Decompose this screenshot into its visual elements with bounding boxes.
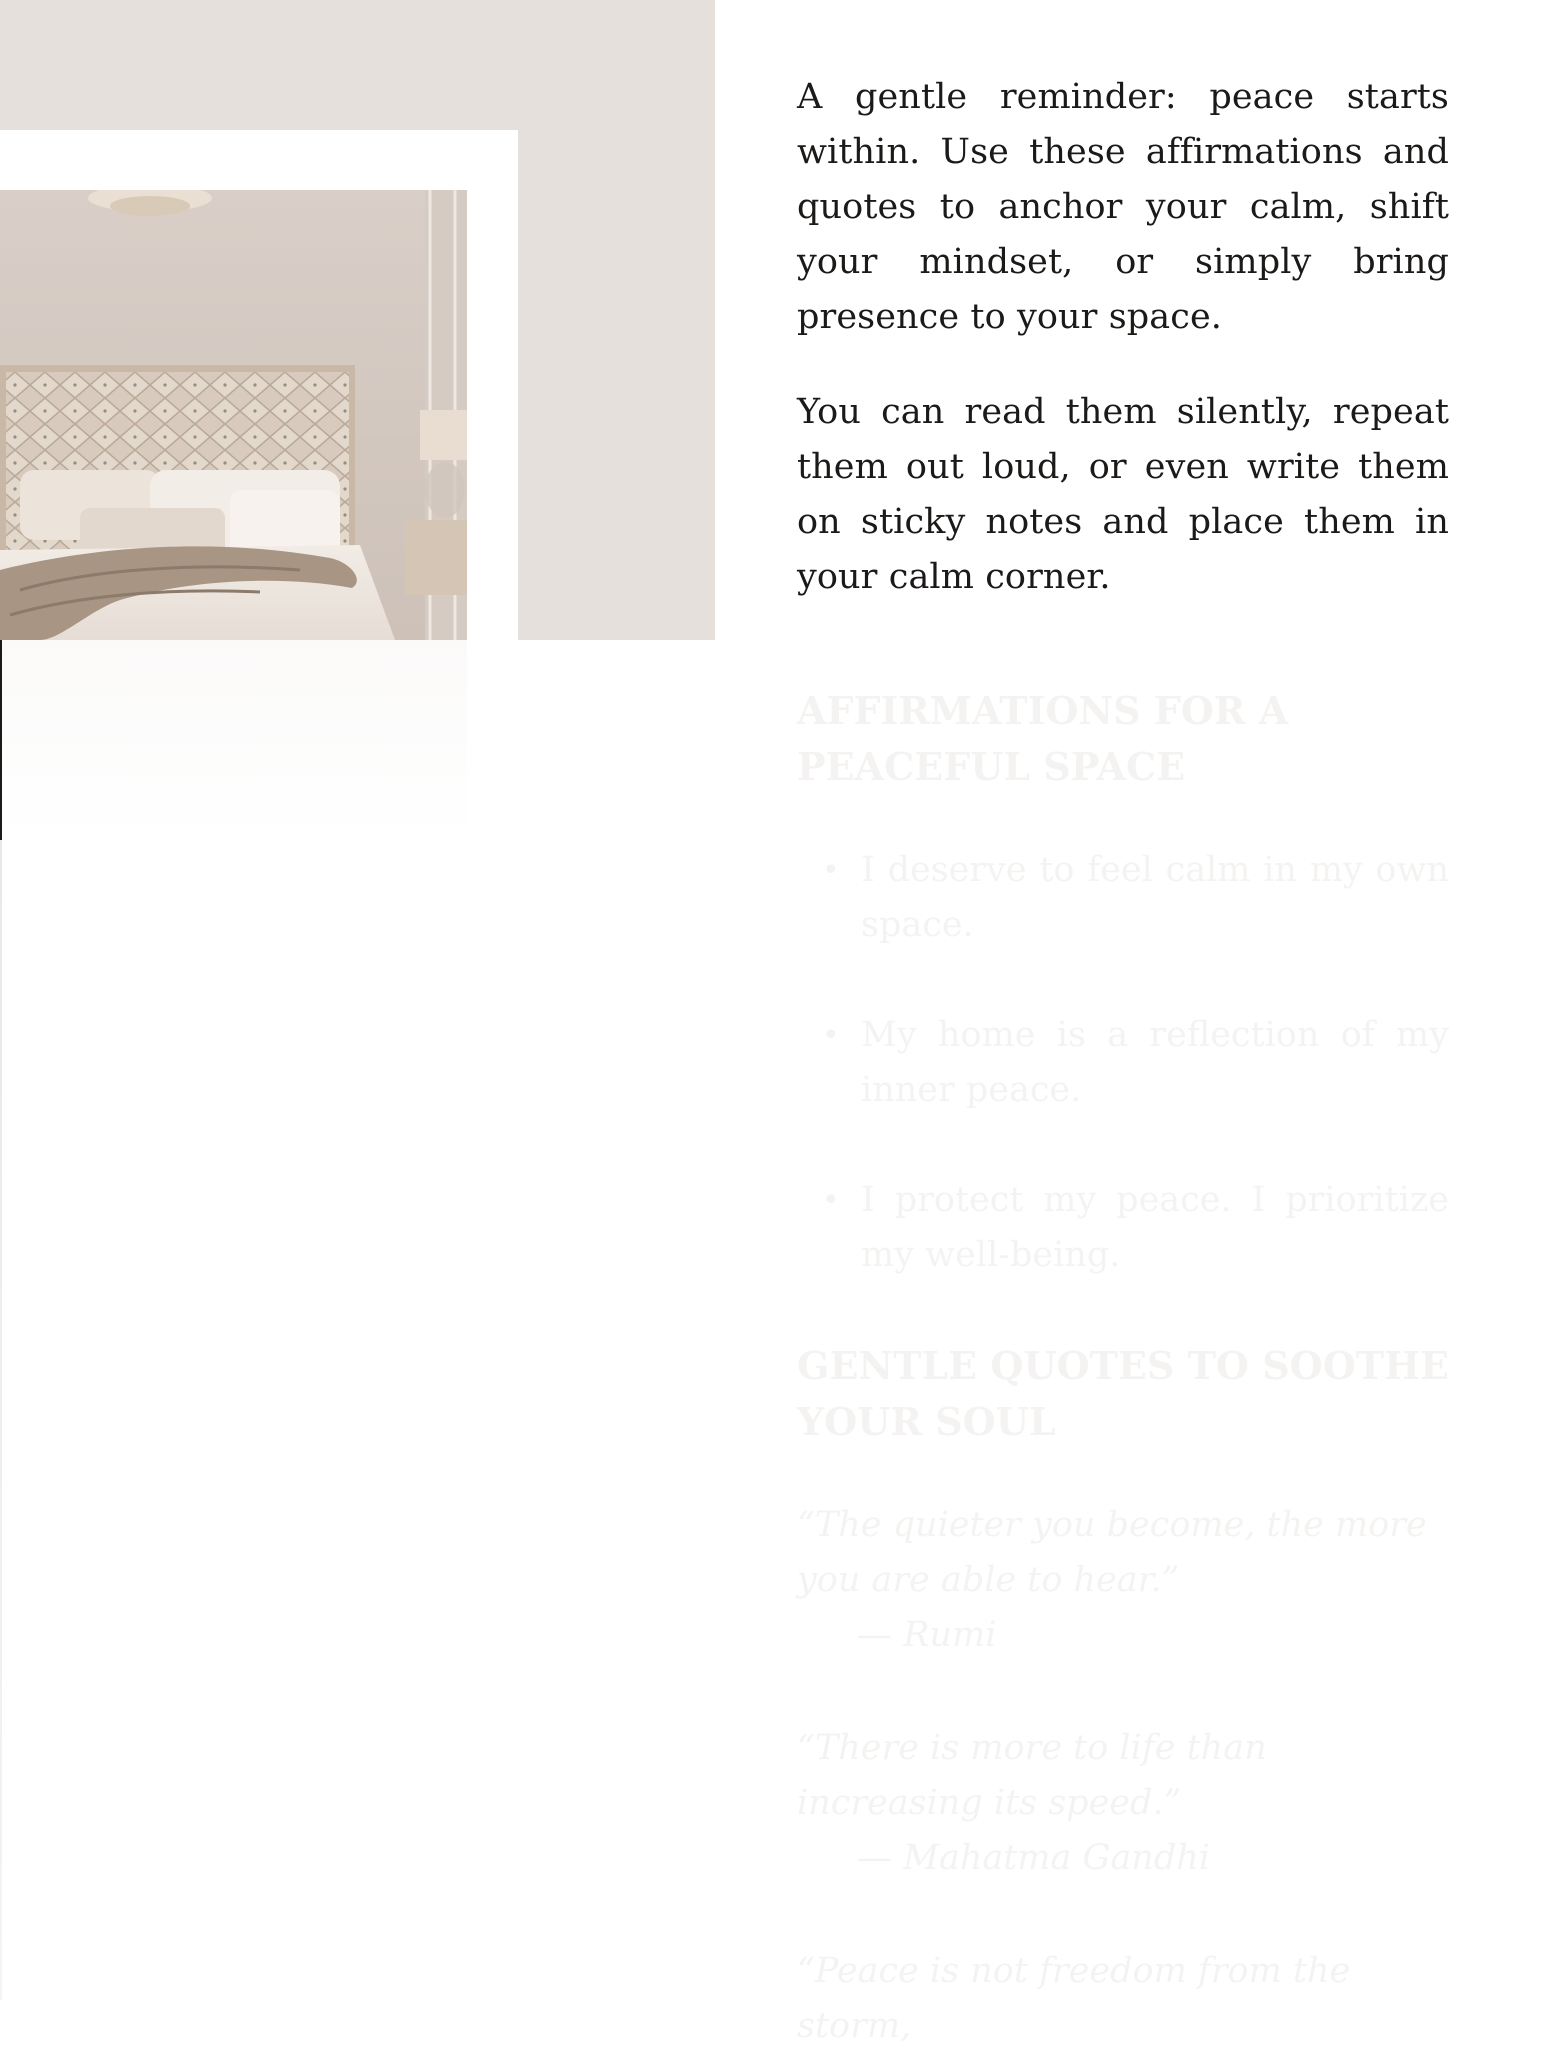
quote-block <box>797 1498 1449 1663</box>
quote-text: “The quieter you become, the more you are able to hear.” <box>797 1505 1427 1600</box>
quote-block <box>797 1944 1449 2054</box>
quote-text: “Peace is not freedom from the storm, <box>797 1951 1351 2046</box>
page-edge-line <box>0 640 2 2000</box>
list-item: • I protect my peace. I prioritize my well-being. <box>797 1173 1449 1283</box>
quote-author: — Mahatma Gandhi <box>857 1838 1210 1878</box>
text-column <box>797 70 1449 2054</box>
quote-author: — Rumi <box>857 1615 997 1655</box>
bullet-icon: • <box>822 853 840 888</box>
intro-paragraph-2: You can read them silently, repeat them out loud, or even write them on sticky notes and place them in your calm corner. <box>797 392 1449 597</box>
bedroom-photo <box>0 190 467 640</box>
bullet-icon: • <box>822 1183 840 1218</box>
affirmations-heading: AFFIRMATIONS FOR A PEACEFUL SPACE <box>797 688 1289 789</box>
quote-block <box>797 1721 1449 1886</box>
affirmations-list <box>797 843 1449 1283</box>
list-item: • I deserve to feel calm in my own space. <box>797 843 1449 953</box>
bullet-icon: • <box>822 1018 840 1053</box>
quote-text: “There is more to life than increasing its speed.” <box>797 1728 1267 1823</box>
photo-reflection <box>0 640 467 840</box>
list-item: • My home is a reflection of my inner peace. <box>797 1008 1449 1118</box>
intro-paragraph-1: A gentle reminder: peace starts within. Use these affirmations and quotes to anchor your calm, shift your mindset, or simply bring presence to your space. <box>797 77 1449 337</box>
quotes-heading: GENTLE QUOTES TO SOOTHE YOUR SOUL <box>797 1343 1449 1444</box>
faded-section <box>797 683 1449 2054</box>
